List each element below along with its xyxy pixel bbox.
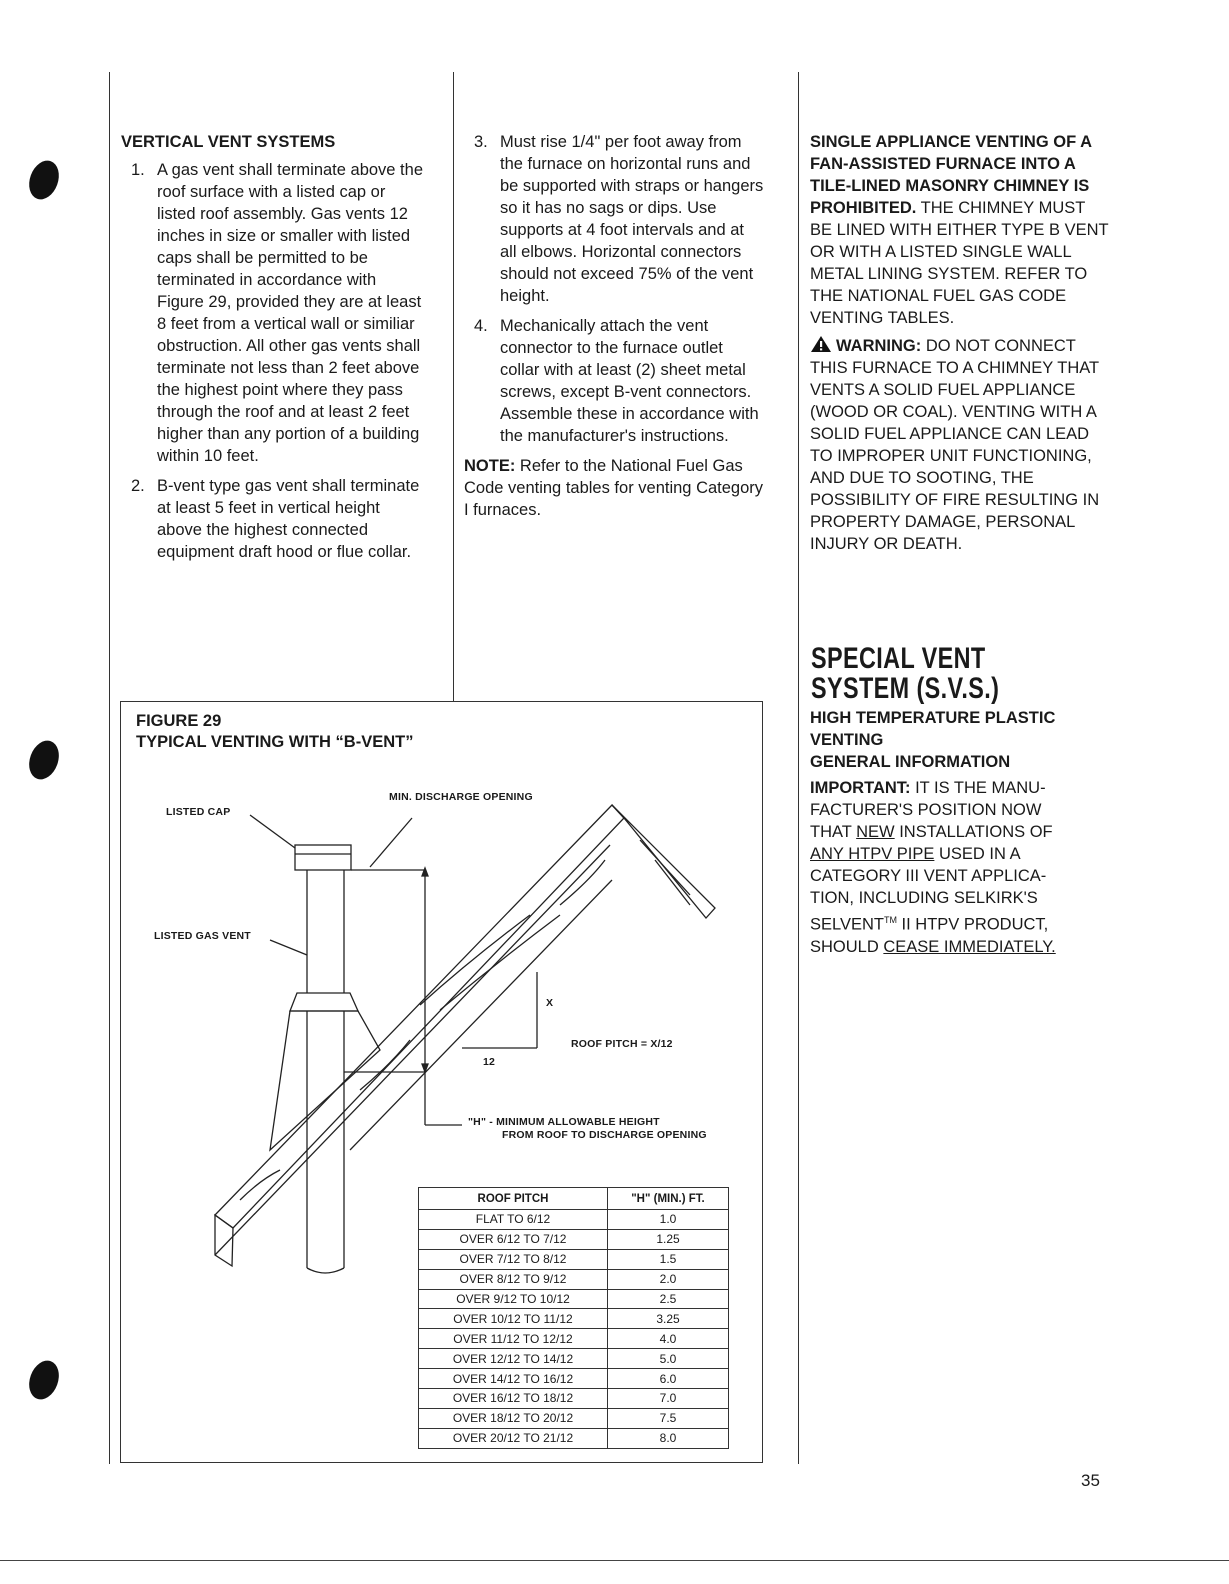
label-twelve: 12 — [483, 1056, 496, 1068]
table-row: OVER 12/12 TO 14/12 5.0 — [419, 1349, 729, 1369]
list-item: 2. B-vent type gas vent shall terminate at least 5 feet in vertical height above the highest connected equipment draft hood or flue collar. — [131, 477, 420, 561]
roof-rafter-right — [612, 805, 715, 918]
list-item: 1. A gas vent shall terminate above the roof surface with a listed cap or listed roof assembly. Gas vents 12 inches in size or smaller with listed caps shall be permitted to be terminated in accordance with Figure 29, provided they are at least 8 feet from a vertical wall or similiar obstruction. All other gas vents shall terminate not less than 2 feet above the highest point where they pass through the roof and at least 2 feet higher than any portion of a building within 10 feet. — [131, 161, 423, 465]
table-row: OVER 20/12 TO 21/12 8.0 — [419, 1428, 729, 1448]
table-row: OVER 7/12 TO 8/12 1.5 — [419, 1249, 729, 1269]
bottom-rule — [0, 1560, 1229, 1561]
header-h-min: "H" (MIN.) FT. — [608, 1188, 729, 1210]
flashing — [290, 993, 358, 1011]
label-h-line1: "H" - MINIMUM ALLOWABLE HEIGHT — [468, 1116, 660, 1128]
list-item: 4. Mechanically attach the vent connector to the furnace outlet collar with at least (2) sheet metal screws, except B-vent connectors. Assemble these in accordance with the manufacturer's instructions. — [474, 317, 759, 445]
warning-paragraph: WARNING: DO NOT CONNECT THIS FURNACE TO A CHIMNEY THAT VENTS A SOLID FUEL APPLIANCE (WOOD OR COAL). VENTING WITH A SOLID FUEL APPLIANCE CAN LEAD TO IMPROPER UNIT FUNCTIONING, AND DUE TO SOOTING, THE POSSIBILITY OF FIRE RESULTING IN PROPERTY DAMAGE, PERSONAL INJURY OR DEATH. — [810, 337, 1100, 553]
table-row: OVER 6/12 TO 7/12 1.25 — [419, 1229, 729, 1249]
list-item: 3. Must rise 1/4" per foot away from the furnace on horizontal runs and be supported with straps or hangers so it has no sags or dips. Use supports at 4 foot intervals and at all elbows. Horizontal connectors should not exceed 75% of the vent height. — [474, 133, 764, 305]
htpv-subheading: HIGH TEMPERATURE PLASTIC VENTING — [810, 709, 1056, 749]
note-paragraph: NOTE: Refer to the National Fuel Gas Code venting tables for venting Category I furnaces. — [464, 457, 764, 519]
table-row: OVER 11/12 TO 12/12 4.0 — [419, 1329, 729, 1349]
listed-cap-shape — [295, 845, 351, 870]
prohibited-paragraph: SINGLE APPLIANCE VENTING OF A FAN-ASSISTED FURNACE INTO A TILE-LINED MASONRY CHIMNEY IS PROHIBITED. THE CHIMNEY MUST BE LINED WITH EITHER TYPE B VENT OR WITH A LISTED SINGLE WALL METAL LINING SYSTEM. REFER TO THE NATIONAL FUEL GAS CODE VENTING TABLES. — [810, 133, 1109, 327]
label-x: X — [546, 997, 554, 1009]
table-row: OVER 14/12 TO 16/12 6.0 — [419, 1369, 729, 1389]
vertical-vent-heading: VERTICAL VENT SYSTEMS — [121, 133, 336, 151]
label-h-line2: FROM ROOF TO DISCHARGE OPENING — [502, 1129, 707, 1141]
general-info-subheading: GENERAL INFORMATION — [810, 753, 1011, 771]
page-number: 35 — [1081, 1471, 1100, 1490]
label-listed-cap: LISTED CAP — [166, 806, 231, 818]
table-row: OVER 8/12 TO 9/12 2.0 — [419, 1269, 729, 1289]
important-paragraph: IMPORTANT: IT IS THE MANU-FACTURER'S POSITION NOW THAT NEW INSTALLATIONS OF ANY HTPV PIPE USED IN A CATEGORY III VENT APPLICA-TION, INCLUDING SELKIRK'S SELVENT™ II HTPV PRODUCT, SHOULD CEASE IMMEDIATELY. — [810, 779, 1056, 956]
label-listed-gas-vent: LISTED GAS VENT — [154, 930, 251, 942]
table-header-row — [419, 1188, 729, 1210]
figure-title: FIGURE 29 TYPICAL VENTING WITH “B-VENT” — [136, 712, 414, 751]
table-row: OVER 10/12 TO 11/12 3.25 — [419, 1309, 729, 1329]
table-row: OVER 18/12 TO 20/12 7.5 — [419, 1408, 729, 1428]
svs-title: SPECIAL VENT SYSTEM (S.V.S.) — [811, 642, 1000, 705]
roof-pitch-table — [418, 1187, 729, 1449]
roof-rafter — [215, 805, 624, 1228]
table-row: OVER 16/12 TO 18/12 7.0 — [419, 1389, 729, 1409]
table-row: FLAT TO 6/12 1.0 — [419, 1210, 729, 1230]
table-row: OVER 9/12 TO 10/12 2.5 — [419, 1289, 729, 1309]
header-roof-pitch: ROOF PITCH — [419, 1188, 608, 1210]
label-min-discharge: MIN. DISCHARGE OPENING — [389, 791, 533, 803]
label-roof-pitch: ROOF PITCH = X/12 — [571, 1038, 673, 1050]
